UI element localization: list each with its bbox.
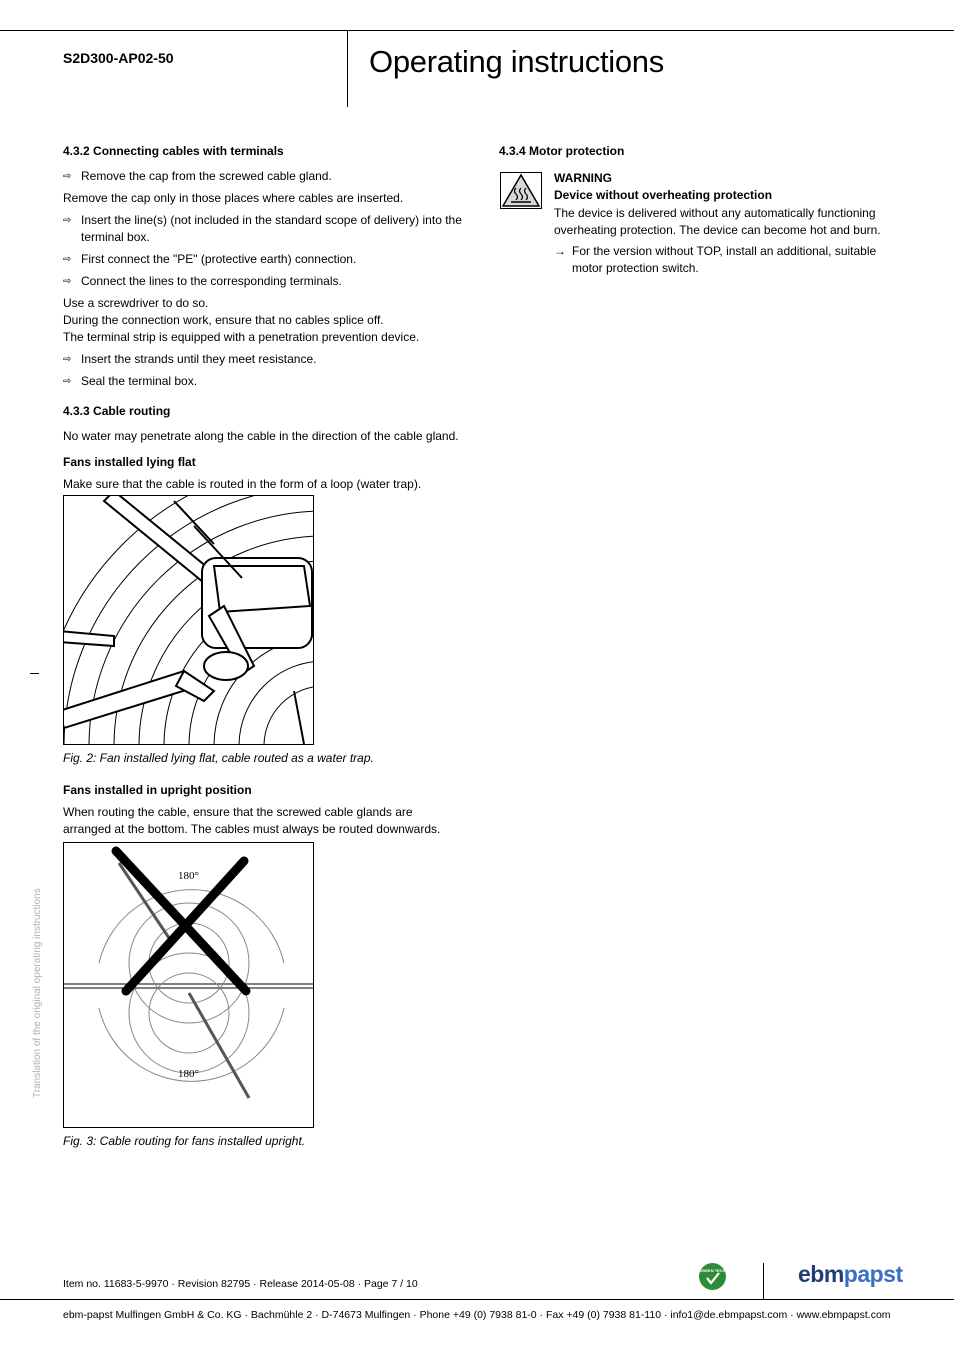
checkmark-icon <box>699 1263 726 1290</box>
warning-title: Device without overheating protection <box>554 188 773 202</box>
list-item: ⇨ Remove the cap from the screwed cable gland. <box>63 169 332 183</box>
svg-text:GREEN TECH: GREEN TECH <box>699 1268 726 1273</box>
page-title: Operating instructions <box>369 44 664 79</box>
left-column-lower <box>63 750 463 838</box>
arrow-right-icon: ⇨ <box>63 276 72 287</box>
section-heading-4-3-4: 4.3.4 Motor protection <box>499 144 625 158</box>
warning-block <box>499 170 889 277</box>
arrow-right-icon: ⇨ <box>63 376 72 387</box>
subheading-upright: Fans installed in upright position <box>63 783 252 797</box>
warning-label: WARNING <box>554 171 612 185</box>
arrow-right-icon: ⇨ <box>63 354 72 365</box>
footer-item-info: Item no. 11683-5-9970 · Revision 82795 · Release 2014-05-08 · Page 7 / 10 <box>63 1278 418 1290</box>
action-item: → For the version without TOP, install an additional, suitable motor protection switch. <box>554 244 877 275</box>
model-number: S2D300-AP02-50 <box>63 50 174 66</box>
angle-label-top: 180° <box>178 870 199 882</box>
figure-3-caption: Fig. 3: Cable routing for fans installed upright. <box>63 1134 306 1148</box>
section-heading-4-3-3: 4.3.3 Cable routing <box>63 404 171 418</box>
list-item: ⇨ Connect the lines to the corresponding terminals. <box>63 274 342 288</box>
footer-divider <box>763 1263 764 1299</box>
green-tech-badge-icon <box>699 1263 726 1290</box>
arrow-right-icon: → <box>554 244 566 258</box>
paragraph: During the connection work, ensure that no cables splice off. <box>63 313 384 327</box>
hot-surface-warning-icon <box>500 172 542 209</box>
paragraph: Make sure that the cable is routed in the form of a loop (water trap). <box>63 477 422 491</box>
figure-3-caption-wrap <box>63 1133 463 1150</box>
paragraph: Remove the cap only in those places where cables are inserted. <box>63 191 404 205</box>
section-heading-4-3-2: 4.3.2 Connecting cables with terminals <box>63 144 284 158</box>
paragraph: When routing the cable, ensure that the screwed cable glands are arranged at the bottom. The cables must always be routed downwards. <box>63 805 441 836</box>
arrow-right-icon: ⇨ <box>63 215 72 226</box>
footer-rule <box>0 1299 954 1300</box>
angle-label-bottom: 180° <box>178 1068 199 1080</box>
side-translation-note: Translation of the original operating instructions <box>32 888 43 1098</box>
list-item: ⇨ First connect the "PE" (protective earth) connection. <box>63 252 357 266</box>
paragraph: No water may penetrate along the cable in the direction of the cable gland. <box>63 429 459 443</box>
arrow-right-icon: ⇨ <box>63 171 72 182</box>
left-column <box>63 143 463 493</box>
figure-fan-lying-flat <box>63 495 314 745</box>
list-item: ⇨ Insert the line(s) (not included in the standard scope of delivery) into the terminal box. <box>63 213 462 244</box>
upright-cable-routing-illustration <box>64 843 313 1127</box>
footer-company-info: ebm-papst Mulfingen GmbH & Co. KG · Bachmühle 2 · D-74673 Mulfingen · Phone +49 (0) 7938 81-0 · Fax +49 (0) 7938 81-110 · info1@de.ebmpapst.com · www.ebmpapst.com <box>63 1309 891 1321</box>
figure-fan-upright <box>63 842 314 1128</box>
list-item: ⇨ Insert the strands until they meet resistance. <box>63 352 317 366</box>
list-item: ⇨ Seal the terminal box. <box>63 374 198 388</box>
ebmpapst-logo: ebmpapst <box>798 1261 903 1287</box>
arrow-right-icon: ⇨ <box>63 254 72 265</box>
fold-mark <box>30 673 39 674</box>
paragraph: Use a screwdriver to do so. <box>63 296 209 310</box>
right-column <box>499 143 889 277</box>
header-top-rule <box>0 30 954 31</box>
subheading-lying-flat: Fans installed lying flat <box>63 455 196 469</box>
figure-2-caption: Fig. 2: Fan installed lying flat, cable routed as a water trap. <box>63 751 374 765</box>
warning-text: The device is delivered without any automatically functioning overheating protection. The device can become hot and burn. <box>554 206 881 237</box>
header-divider <box>347 30 348 107</box>
fan-cable-loop-illustration <box>64 496 313 744</box>
paragraph: The terminal strip is equipped with a penetration prevention device. <box>63 330 420 344</box>
